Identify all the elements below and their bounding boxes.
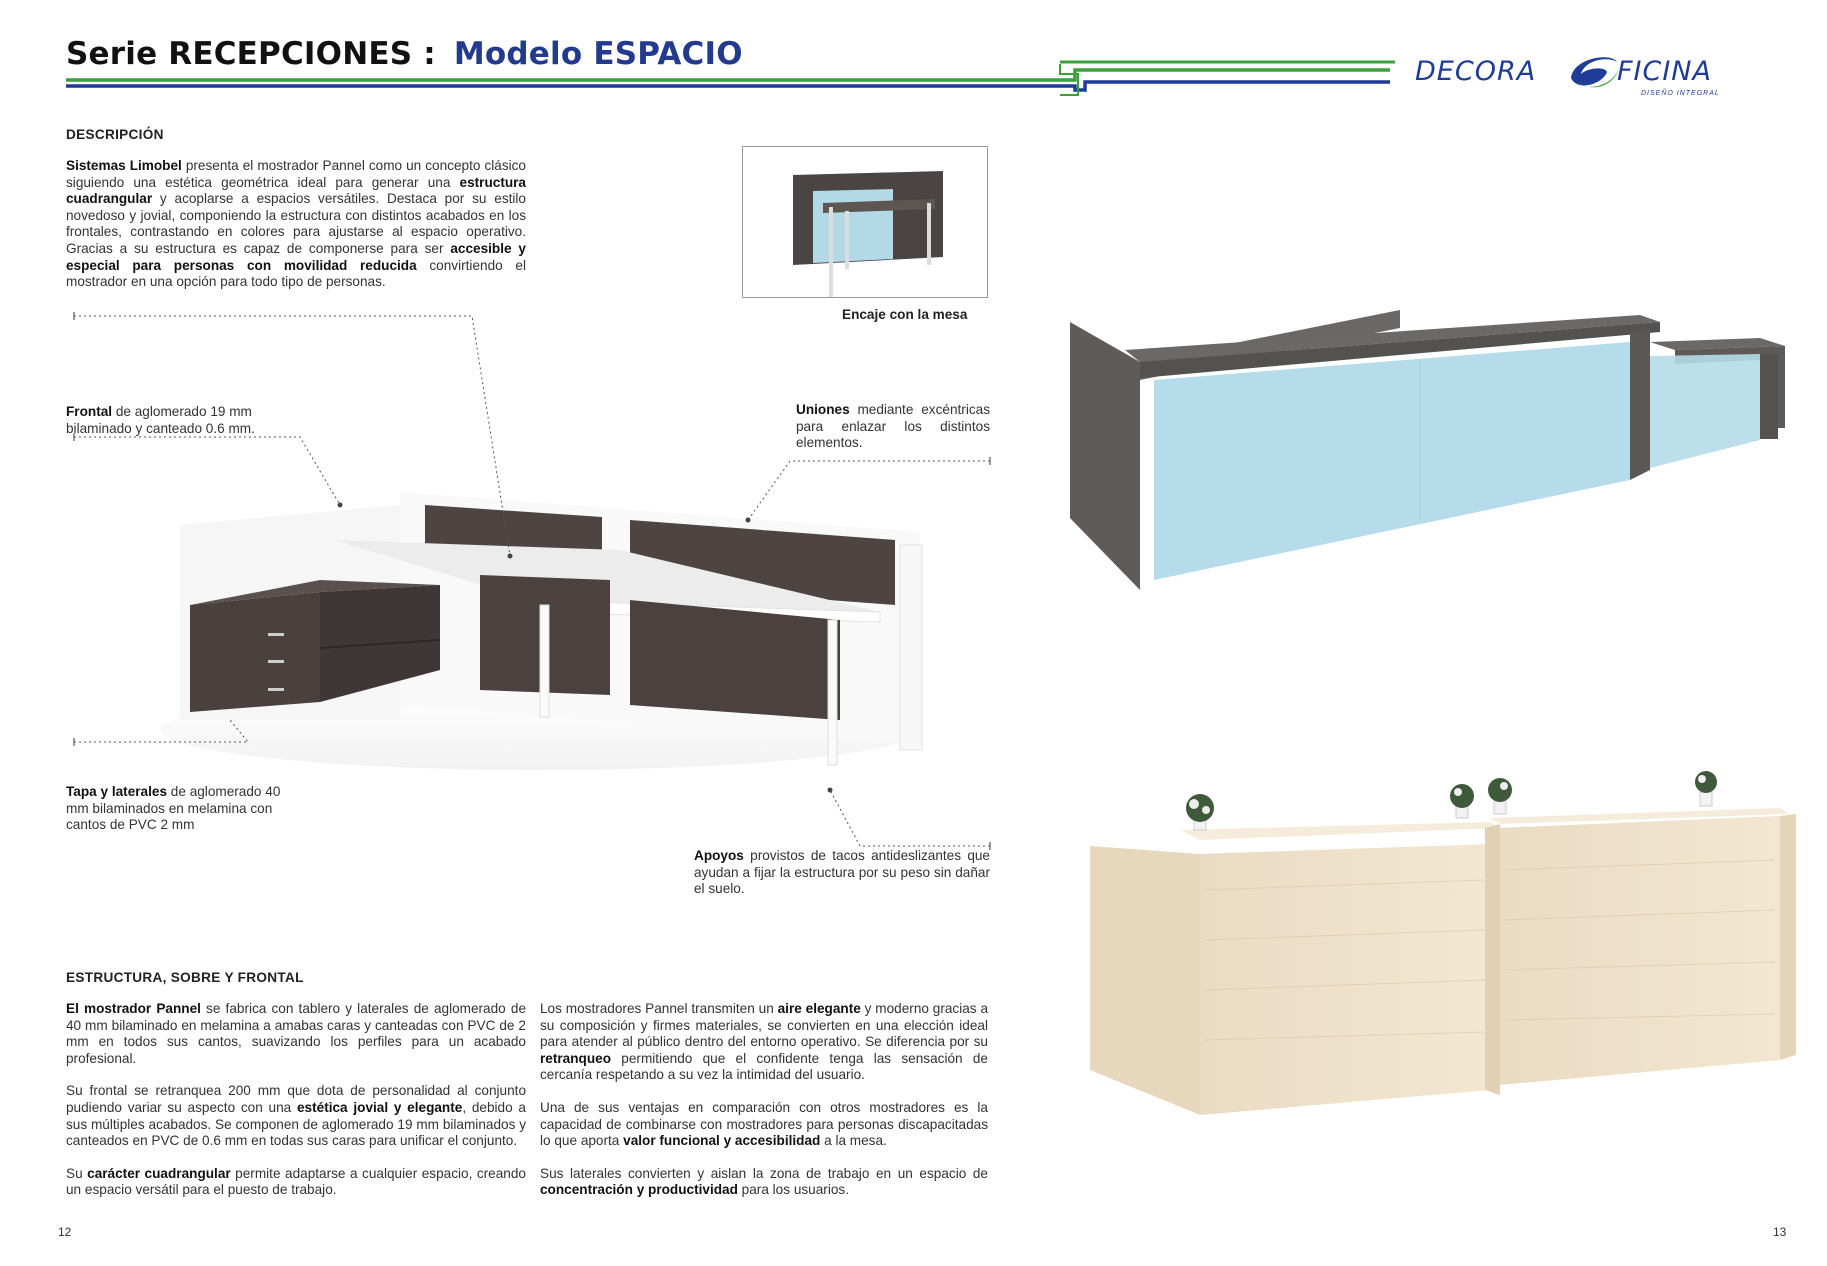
logo-tagline: DISEÑO INTEGRAL (1641, 90, 1720, 97)
structure-c2-para-2 (540, 1100, 988, 1150)
callout-tapa-bold: Tapa y laterales (66, 784, 168, 799)
structure-c1-para-2 (66, 1083, 526, 1149)
desc-bold-accessible: accesible y especial para personas con movilidad reducida (66, 240, 526, 273)
plant-icon (1488, 778, 1512, 814)
callout-frontal-bold: Frontal (66, 404, 113, 419)
c1p1-text: se fabrica con tablero y laterales de aglomerado de 40 mm bilaminado en melamina a amabas caras y canteadas con PVC de 2 mm en todos sus cantos, suavizando los perfiles para un acabado profesional. (66, 1001, 526, 1066)
callout-frontal-text: de aglomerado 19 mm bilaminado y canteado 0.6 mm. (66, 404, 255, 436)
c2p3-a: Sus laterales convierten y aislan la zona de trabajo en un espacio de (540, 1165, 988, 1181)
c1p3-b: carácter cuadrangular (87, 1165, 231, 1181)
gray-blue-counter-image (1060, 300, 1800, 600)
logo-text-right: FICINA (1617, 56, 1712, 87)
swirl-logo-icon (1563, 48, 1623, 98)
structure-heading: ESTRUCTURA, SOBRE Y FRONTAL (66, 970, 304, 985)
c1p3-c: permite adaptarse a cualquier espacio, creando un espacio versátil para el puesto de trabajo. (66, 1165, 526, 1198)
c1p1-bold: El mostrador Pannel (66, 1001, 201, 1016)
callout-tapa-text: de aglomerado 40 mm bilaminados en melamina con cantos de PVC 2 mm (66, 784, 281, 833)
plant-icon (1695, 771, 1717, 806)
wood-counter-image (1080, 770, 1800, 1130)
thumbnail-caption: Encaje con la mesa (842, 307, 968, 322)
callout-frontal (66, 404, 304, 437)
structure-c1-para-1 (66, 1001, 526, 1067)
c2p1-b: aire elegante (777, 1001, 861, 1016)
logo-text-left: DECORA (1415, 56, 1537, 87)
model-title: Modelo ESPACIO (453, 36, 743, 72)
callout-apoyos (694, 848, 990, 898)
structure-column-2 (540, 1001, 988, 1199)
series-title: Serie RECEPCIONES : (66, 36, 436, 72)
c2p1-d: retranqueo (540, 1050, 612, 1066)
structure-c2-para-1 (540, 1001, 988, 1084)
c1p2-c: , debido a sus múltiples acabados. Se componen de aglomerado 19 mm bilaminados y canteados en PVC de 0.6 mm en todas sus caras para unificar el conjunto. (66, 1099, 526, 1149)
page-number-right: 13 (1773, 1225, 1787, 1239)
c1p2-b: estética jovial y elegante (296, 1099, 463, 1115)
c2p2-c: a la mesa. (820, 1133, 887, 1149)
company-logo (1415, 48, 1740, 108)
c2p1-a: Los mostradores Pannel transmiten un (540, 1001, 778, 1016)
structure-column-1 (66, 1001, 526, 1199)
callout-uniones-bold: Uniones (796, 402, 850, 417)
desc-bold-structure: estructura cuadrangular (66, 174, 526, 207)
desc-text-c: convirtiendo el mostrador en una opción para todo tipo de personas. (66, 257, 526, 290)
callout-apoyos-text: provistos de tacos antideslizantes que ayudan a fijar la estructura por su peso sin dañar el suelo. (694, 848, 990, 897)
c2p3-b: concentración y productividad (540, 1182, 738, 1198)
c2p3-c: para los usuarios. (737, 1182, 849, 1198)
desc-text-b: y acoplarse a espacios versátiles. Destaca por su estilo novedoso y jovial, componiendo la estructura con distintos acabados en los frontales, contrastando en colores para ajustarse al espacio operativo. Gracias a su estructura es capaz de componerse para ser (66, 191, 526, 256)
plant-icon (1186, 794, 1214, 830)
callout-tapa (66, 784, 306, 834)
callout-apoyos-bold: Apoyos (694, 848, 744, 863)
desc-bold-brand: Sistemas Limobel (66, 158, 182, 173)
page-number-left: 12 (58, 1225, 72, 1239)
c2p1-e: permitiendo que el confidente tenga las sensación de cercanía respetando a su vez la intimidad del usuario. (540, 1050, 988, 1083)
c1p3-a: Su (66, 1165, 88, 1181)
callout-uniones (796, 402, 990, 452)
desc-text-a: presenta el mostrador Pannel como un concepto clásico siguiendo una estética geométrica ideal para generar una (66, 158, 526, 190)
callout-uniones-text: mediante excéntricas para enlazar los distintos elementos. (796, 402, 990, 451)
structure-c1-para-3 (66, 1166, 526, 1199)
c2p2-a: Una de sus ventajas en comparación con otros mostradores es la capacidad de combinarse con mostradores para personas discapacitadas lo que aporta (540, 1099, 988, 1149)
c1p2-a: Su frontal se retranquea 200 mm que dota de personalidad al conjunto pudiendo variar su aspecto con una (66, 1083, 526, 1115)
c2p2-b: valor funcional y accesibilidad (623, 1133, 821, 1149)
c2p1-c: y moderno gracias a su composición y firmes materiales, se convierten en una elección ideal para atender al público dentro del entorno operativo. Se diferencia por su (540, 1001, 989, 1050)
plant-icon (1450, 784, 1474, 818)
description-heading: DESCRIPCIÓN (66, 127, 164, 142)
structure-c2-para-3 (540, 1166, 988, 1199)
